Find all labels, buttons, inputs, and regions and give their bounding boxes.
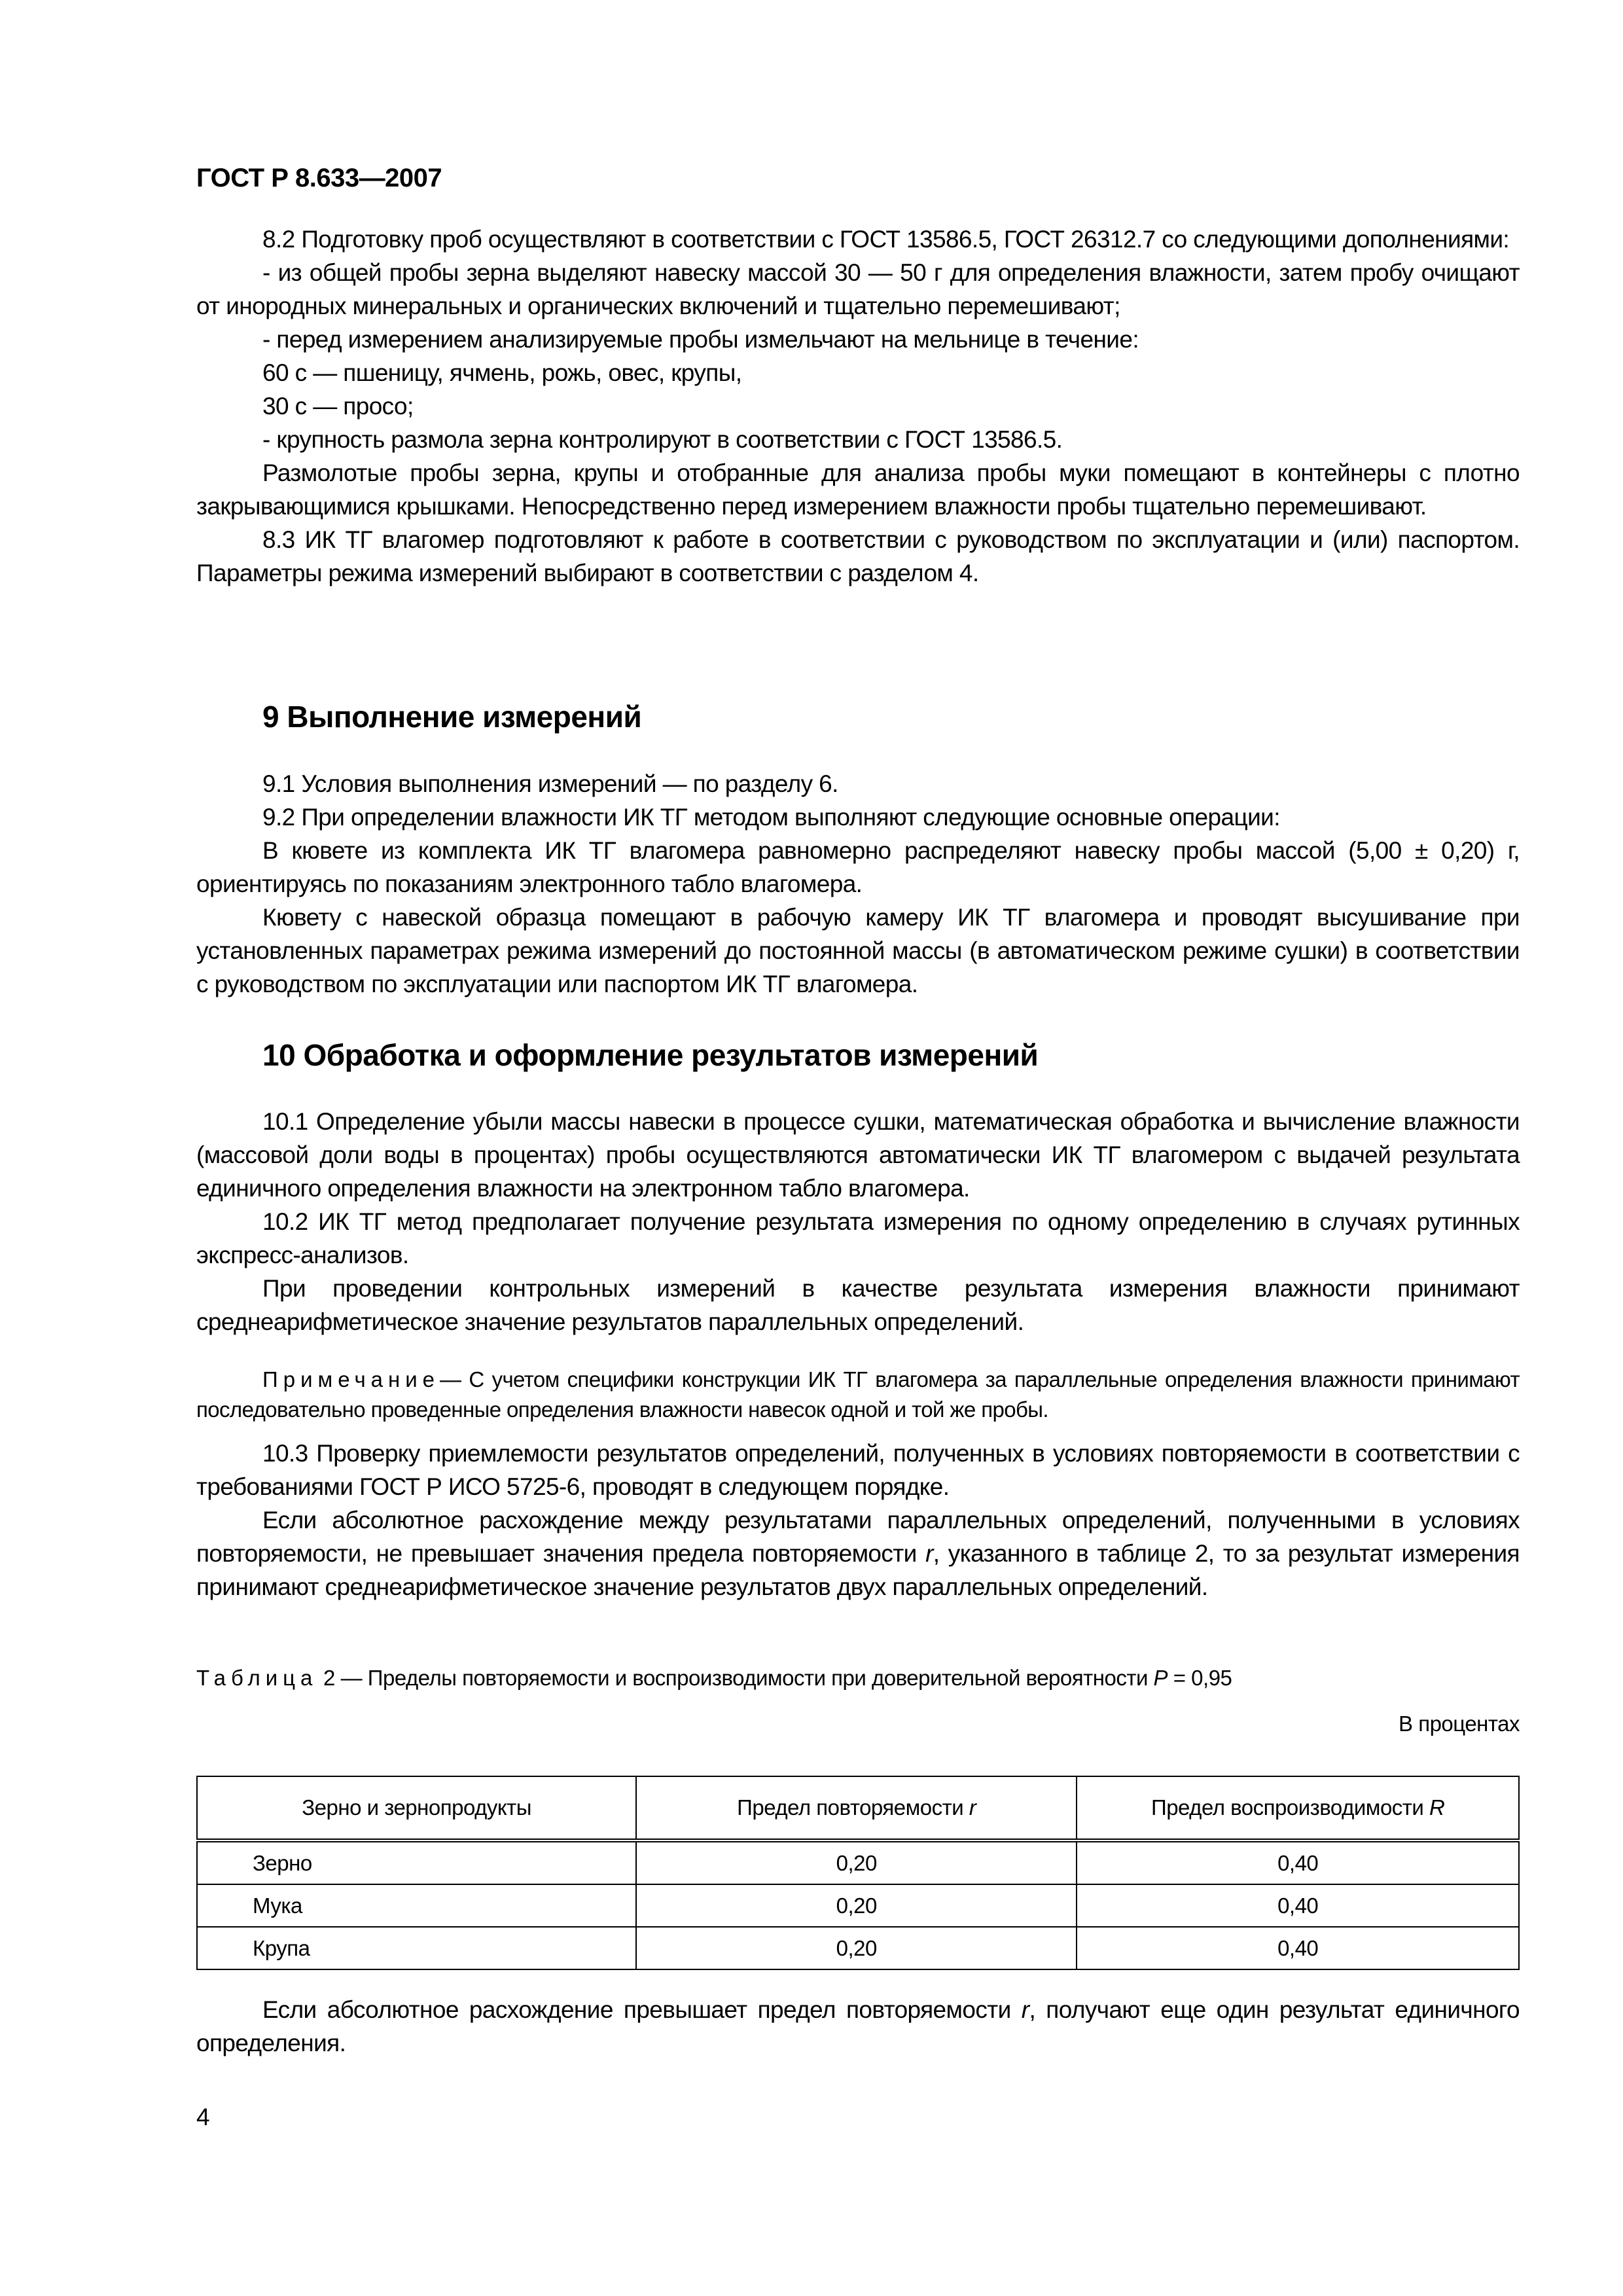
cell-product: Крупа — [197, 1927, 636, 1969]
paragraph-control: При проведении контрольных измерений в качестве результата измерения влажности принимают среднеарифметическое значение результатов параллельных определений. — [196, 1275, 1520, 1335]
paragraph-8-3: 8.3 ИК ТГ влагомер подготовляют к работе в соответствии с руководством по эксплуатации и (или) паспортом. Параметры режима измерений выбирают в соответствии с разделом 4. — [196, 526, 1520, 586]
column-header-repeatability: Предел повторяемости r — [636, 1776, 1077, 1840]
cell-product: Зерно — [197, 1840, 636, 1884]
table-caption: Таблица 2 — Пределы повторяемости и воспроизводимости при доверительной вероятности P = 0,95 — [196, 1666, 1232, 1690]
final-text — [196, 1993, 1520, 2060]
document-id: ГОСТ Р 8.633—2007 — [196, 164, 442, 192]
paragraph-10-2: 10.2 ИК ТГ метод предполагает получение результата измерения по одному определению в случаях рутинных экспресс-анализов. — [196, 1208, 1520, 1268]
paragraph-10-3: 10.3 Проверку приемлемости результатов определений, полученных в условиях повторяемости в соответствии с требованиями ГОСТ Р ИСО 5725-6, проводят в следующем порядке. — [196, 1440, 1520, 1500]
paragraph-cuvette: В кювете из комплекта ИК ТГ влагомера равномерно распределяют навеску пробы массой (5,00 ± 0,20) г, ориентируясь по показаниям электронного табло влагомера. — [196, 837, 1520, 897]
paragraph-9-1: 9.1 Условия выполнения измерений — по разделу 6. — [262, 770, 838, 797]
section-8-text — [196, 223, 1520, 590]
note-label: Примечание — [262, 1367, 440, 1391]
repeatability-table — [196, 1776, 1520, 1970]
column-header-product: Зерно и зернопродукты — [197, 1776, 636, 1840]
cell-repeatability: 0,20 — [636, 1884, 1077, 1927]
table-units: В процентах — [1399, 1712, 1520, 1736]
list-item: 30 с — просо; — [262, 393, 414, 420]
cell-reproducibility: 0,40 — [1077, 1840, 1519, 1884]
table-header-row — [197, 1776, 1519, 1840]
table-row — [197, 1884, 1519, 1927]
note-text: — С учетом специфики конструкции ИК ТГ влагомера за параллельные определения влажности принимают последовательно проведенные определения влажности навесок одной и той же пробы. — [196, 1367, 1520, 1422]
paragraph-abs-difference: Если абсолютное расхождение между результатами параллельных определений, полученными в условиях повторяемости, не превышает значения предела повторяемости r, указанного в таблице 2, то за результат измерения принимают среднеарифметическое значение результатов двух параллельных определений. — [196, 1507, 1520, 1600]
list-item: - крупность размола зерна контролируют в соответствии с ГОСТ 13586.5. — [262, 426, 1063, 453]
section-9-text — [196, 767, 1520, 1001]
section-10-heading: 10 Обработка и оформление результатов измерений — [262, 1038, 1039, 1072]
cell-repeatability: 0,20 — [636, 1840, 1077, 1884]
list-item: - перед измерением анализируемые пробы измельчают на мельнице в течение: — [262, 326, 1139, 353]
cell-product: Мука — [197, 1884, 636, 1927]
table-row — [197, 1840, 1519, 1884]
paragraph-ground-samples: Размолотые пробы зерна, крупы и отобранные для анализа пробы муки помещают в контейнеры с плотно закрывающимися крышками. Непосредственно перед измерением влажности пробы тщательно перемешивают. — [196, 459, 1520, 520]
paragraph-exceeds: Если абсолютное расхождение превышает предел повторяемости r, получают еще один результат единичного определения. — [196, 1996, 1520, 2056]
section-10-text — [196, 1105, 1520, 1338]
paragraph-drying: Кювету с навеской образца помещают в рабочую камеру ИК ТГ влагомера и проводят высушивание при установленных параметрах режима измерений до постоянной массы (в автоматическом режиме сушки) в соответствии с руководством по эксплуатации или паспортом ИК ТГ влагомера. — [196, 904, 1520, 997]
cell-reproducibility: 0,40 — [1077, 1884, 1519, 1927]
paragraph-8-2: 8.2 Подготовку проб осуществляют в соответствии с ГОСТ 13586.5, ГОСТ 26312.7 со следующими дополнениями: — [262, 226, 1510, 253]
column-header-reproducibility: Предел воспроизводимости R — [1077, 1776, 1519, 1840]
table-row — [197, 1927, 1519, 1969]
section-9-heading: 9 Выполнение измерений — [262, 700, 642, 734]
list-item: 60 с — пшеницу, ячмень, рожь, овес, крупы, — [262, 359, 742, 386]
cell-repeatability: 0,20 — [636, 1927, 1077, 1969]
page-number: 4 — [196, 2104, 210, 2130]
paragraph-10-1: 10.1 Определение убыли массы навески в процессе сушки, математическая обработка и вычисление влажности (массовой доли воды в процентах) пробы осуществляются автоматически ИК ТГ влагомером с выдачей результата единичного определения влажности на электронном табло влагомера. — [196, 1108, 1520, 1202]
note — [196, 1365, 1520, 1425]
list-item: - из общей пробы зерна выделяют навеску массой 30 — 50 г для определения влажности, затем пробу очищают от инородных минеральных и органических включений и тщательно перемешивают; — [196, 259, 1520, 319]
cell-reproducibility: 0,40 — [1077, 1927, 1519, 1969]
section-10-3-text — [196, 1437, 1520, 1604]
paragraph-9-2: 9.2 При определении влажности ИК ТГ методом выполняют следующие основные операции: — [262, 804, 1280, 831]
